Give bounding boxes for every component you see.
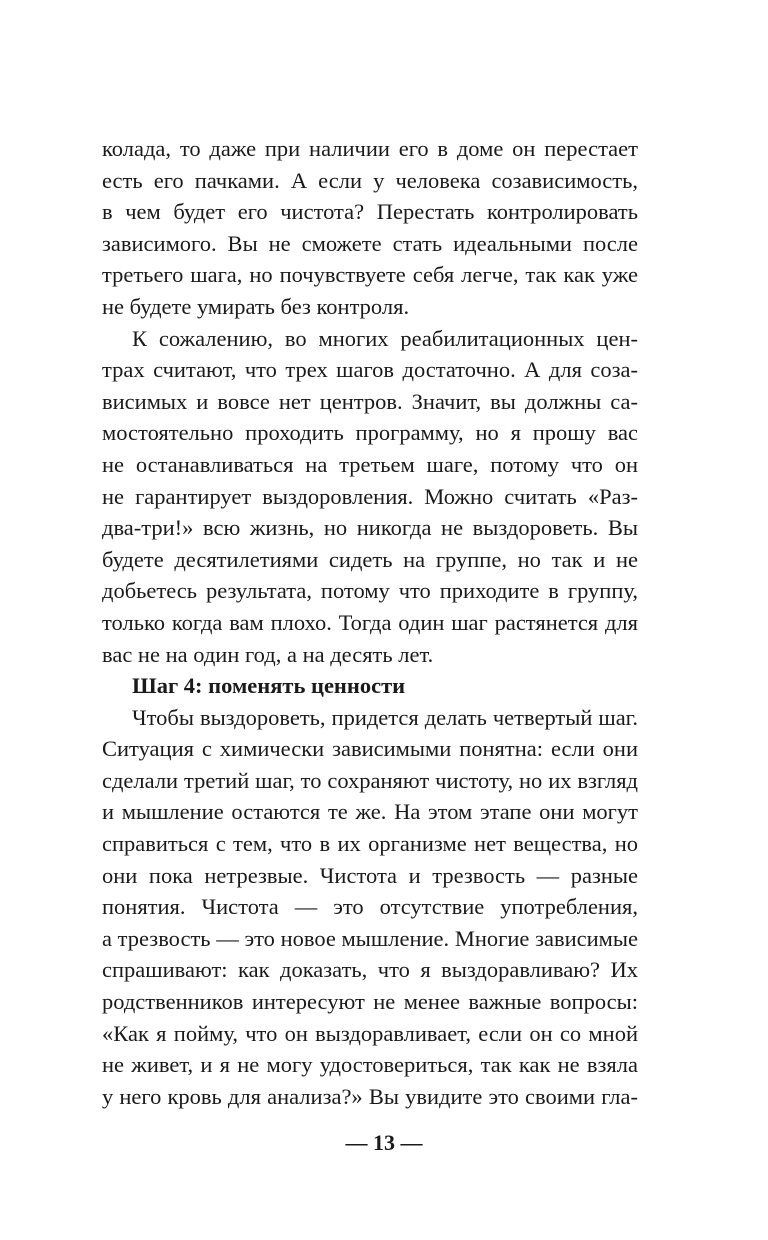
text-line: справиться с тем, что в их организме нет вещества, но: [102, 831, 638, 857]
text-line: только когда вам плохо. Тогда один шаг растянется для: [102, 609, 638, 635]
text-line: зависимого. Вы не сможете стать идеальными после: [102, 230, 638, 256]
text-line: понятия. Чистота — это отсутствие употребления,: [102, 894, 638, 920]
text-line: не гарантирует выздоровления. Можно считать «Раз-: [102, 483, 638, 509]
text-line: не будете умирать без контроля.: [102, 293, 410, 319]
text-line: трах считают, что трех шагов достаточно. А для соза-: [102, 357, 638, 383]
text-line: Шаг 4: поменять ценности: [132, 673, 406, 699]
text-line: родственников интересуют не менее важные вопросы:: [102, 989, 638, 1015]
text-line: спрашивают: как доказать, что я выздоравливаю? Их: [102, 957, 638, 983]
text-line: мостоятельно проходить программу, но я прошу вас: [102, 420, 638, 446]
text-line: есть его пачками. А если у человека созависимость,: [102, 167, 638, 193]
text-line: два-три!» всю жизнь, но никогда не выздороветь. Вы: [102, 515, 638, 541]
paragraph: [102, 133, 638, 323]
text-line: они пока нетрезвые. Чистота и трезвость — разные: [102, 862, 638, 888]
text-line: и мышление остаются те же. На этом этапе они могут: [102, 799, 638, 825]
text-line: не останавливаться на третьем шаге, потому что он: [102, 451, 638, 477]
text-line: Ситуация с химически зависимыми понятна: если они: [102, 736, 638, 762]
text-line: К сожалению, во многих реабилитационных цен-: [132, 325, 638, 351]
page-text-block: [102, 133, 638, 1112]
section-heading: [102, 670, 638, 702]
text-line: сделали третий шаг, то сохраняют чистоту, но их взгляд: [102, 767, 638, 793]
text-line: у него кровь для анализа?» Вы увидите это своими гла-: [102, 1083, 638, 1109]
text-line: колада, то даже при наличии его в доме он перестает: [102, 136, 638, 161]
text-line: висимых и вовсе нет центров. Значит, вы должны са-: [102, 388, 638, 414]
text-line: а трезвость — это новое мышление. Многие зависимые: [102, 925, 638, 951]
text-line: будете десятилетиями сидеть на группе, но так и не: [102, 546, 638, 572]
text-line: Чтобы выздороветь, придется делать четвертый шаг.: [132, 704, 638, 730]
text-line: «Как я пойму, что он выздоравливает, если он со мной: [102, 1020, 638, 1046]
text-line: не живет, и я не могу удостовериться, так как не взяла: [102, 1052, 638, 1078]
text-line: в чем будет его чистота? Перестать контролировать: [102, 199, 638, 225]
paragraph: [102, 702, 638, 1113]
paragraph: [102, 323, 638, 671]
text-line: добьетесь результата, потому что приходите в группу,: [102, 578, 638, 604]
page-number: — 13 —: [345, 1130, 423, 1155]
text-line: третьего шага, но почувствуете себя легче, так как уже: [102, 262, 638, 288]
text-line: вас не на один год, а на десять лет.: [102, 641, 434, 667]
